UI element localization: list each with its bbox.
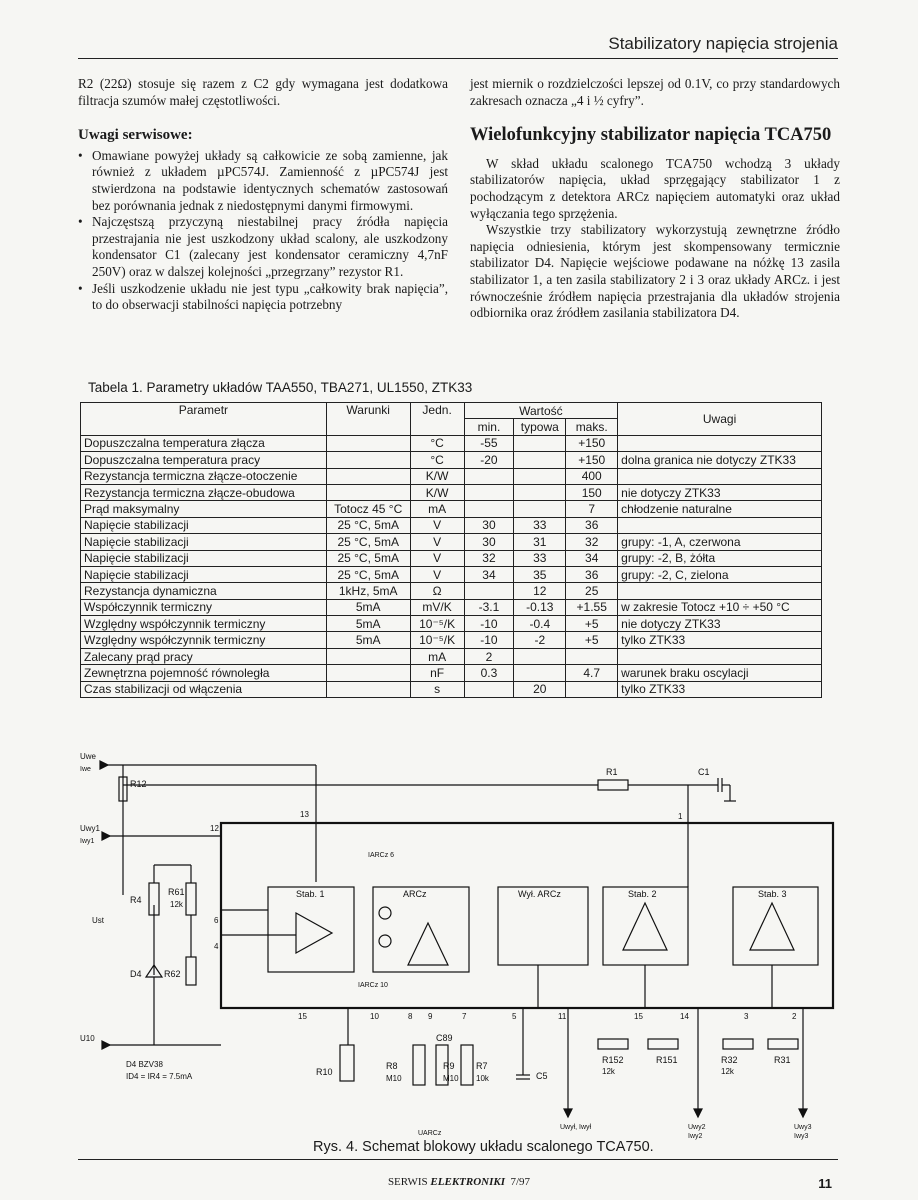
table-cell: V	[410, 566, 464, 582]
right-column	[470, 76, 840, 322]
table-cell: 25 °C, 5mA	[326, 534, 410, 550]
table-cell	[618, 468, 822, 484]
table-cell	[566, 681, 618, 697]
table-cell: V	[410, 517, 464, 533]
label-r31: R31	[774, 1055, 791, 1065]
table-cell: 36	[566, 566, 618, 582]
table-row	[81, 681, 822, 697]
pin-number: 5	[512, 1012, 517, 1021]
r151-resistor	[648, 1039, 678, 1049]
label-r61: R61	[168, 887, 185, 897]
table-row	[81, 583, 822, 599]
label-c1: C1	[698, 767, 710, 777]
table-row	[81, 517, 822, 533]
label-r7v: 10k	[476, 1074, 489, 1083]
table-row	[81, 632, 822, 648]
label-ust: Ust	[92, 916, 104, 925]
label-arcz: ARCz	[403, 889, 427, 899]
table-cell: °C	[410, 435, 464, 451]
table-cell: 34	[566, 550, 618, 566]
table-cell	[326, 681, 410, 697]
r10-resistor	[340, 1045, 354, 1081]
label-r151: R151	[656, 1055, 678, 1065]
header-parametr: Parametr	[81, 403, 327, 436]
pin-number: 9	[428, 1012, 433, 1021]
table-cell: 32	[566, 534, 618, 550]
table-caption: Tabela 1. Parametry układów TAA550, TBA271, UL1550, ZTK33	[88, 380, 473, 395]
stab1-block	[268, 887, 354, 972]
pin-number: 3	[744, 1012, 749, 1021]
table-cell: Względny współczynnik termiczny	[81, 616, 327, 632]
service-heading: Uwagi serwisowe:	[78, 127, 193, 144]
label-iwy2: Iwy2	[688, 1133, 703, 1140]
r8-resistor	[413, 1045, 425, 1085]
paragraph: W skład układu scalonego TCA750 wchodzą 3 układy stabilizatorów napięcia, układ sprzęgający stabilizator 1 z pochodzącym z detektora ARCz napięciem automatyki oraz układ wyłączania tego sprzężenia.	[470, 155, 840, 221]
table-cell	[464, 484, 514, 500]
uwe-arrow	[100, 761, 108, 769]
table-cell	[464, 681, 514, 697]
block-diagram	[78, 745, 838, 1140]
header-wartosc: Wartość	[464, 403, 618, 419]
r62-resistor	[186, 957, 196, 985]
table-cell: -20	[464, 452, 514, 468]
table-cell: Dopuszczalna temperatura złącza	[81, 435, 327, 451]
table-cell: 30	[464, 517, 514, 533]
table-cell: Rezystancja dynamiczna	[81, 583, 327, 599]
table-cell: Prąd maksymalny	[81, 501, 327, 517]
table-cell: -10	[464, 632, 514, 648]
table-cell: 10⁻⁵/K	[410, 632, 464, 648]
table-row	[81, 599, 822, 615]
table-cell	[464, 468, 514, 484]
label-u10: U10	[80, 1034, 95, 1043]
table-cell: +150	[566, 435, 618, 451]
table-cell	[514, 468, 566, 484]
table-row	[81, 648, 822, 664]
table-cell: 32	[464, 550, 514, 566]
table-cell: -55	[464, 435, 514, 451]
header-rule	[78, 58, 838, 59]
table-cell: -0.13	[514, 599, 566, 615]
table-cell: Względny współczynnik termiczny	[81, 632, 327, 648]
label-r61v: 12k	[170, 900, 183, 909]
footer-issue: 7/97	[510, 1176, 531, 1188]
table-cell: tylko ZTK33	[618, 681, 822, 697]
label-r62: R62	[164, 969, 181, 979]
footer-rule	[78, 1159, 838, 1160]
table-cell	[326, 435, 410, 451]
table-cell: Rezystancja termiczna złącze-obudowa	[81, 484, 327, 500]
pin-number: 15	[634, 1012, 643, 1021]
table-cell: tylko ZTK33	[618, 632, 822, 648]
table-cell: 5mA	[326, 616, 410, 632]
table-cell: grupy: -2, C, zielona	[618, 566, 822, 582]
table-cell	[514, 501, 566, 517]
table-cell	[566, 648, 618, 664]
table-cell: +5	[566, 616, 618, 632]
table-row	[81, 616, 822, 632]
table-cell: Napięcie stabilizacji	[81, 550, 327, 566]
table-row	[81, 484, 822, 500]
label-r8: R8	[386, 1061, 398, 1071]
table-cell: V	[410, 534, 464, 550]
table-cell: Zewnętrzna pojemność równoległa	[81, 665, 327, 681]
table-cell: +1.55	[566, 599, 618, 615]
header-typowa: typowa	[514, 419, 566, 435]
table-row	[81, 435, 822, 451]
table-cell: 33	[514, 550, 566, 566]
table-cell: nie dotyczy ZTK33	[618, 616, 822, 632]
pin-number: 2	[792, 1012, 797, 1021]
header-min: min.	[464, 419, 514, 435]
pin-number: 4	[214, 942, 219, 951]
table-row	[81, 501, 822, 517]
table-cell	[464, 501, 514, 517]
header-maks: maks.	[566, 419, 618, 435]
table-cell	[326, 452, 410, 468]
table-cell: s	[410, 681, 464, 697]
table-cell: 35	[514, 566, 566, 582]
parameters-table	[80, 402, 822, 698]
paragraph: Wszystkie trzy stabilizatory wykorzystują zewnętrzne źródło napięcia odniesienia, którym jest skompensowany termicznie stabilizator D4. Napięcie wejściowe podawane na nóżkę 13 zasila stabilizator 1, a ten zasila stabilizatory 2 i 3 oraz układy ARCz. i jest równocześnie źródłem napięcia przestrajania dla układów strojenia odbiornika oraz źródłem zasilania stabilizatora D4.	[470, 222, 840, 321]
label-r10: R10	[316, 1067, 333, 1077]
pin-number: 15	[298, 1012, 307, 1021]
table-cell: 25 °C, 5mA	[326, 566, 410, 582]
list-item: • Najczęstszą przyczyną niestabilnej pracy źródła napięcia przestrajania nie jest uszkodzony układ scalony, ale uszkodzony kondensator C1 (zalecany jest kondensator ceramiczny 4,7nF 250V) oraz w dalszej kolejności „przegrzany” rezystor R1.	[78, 214, 448, 280]
section-heading: Wielofunkcyjny stabilizator napięcia TCA750	[470, 125, 832, 146]
table-cell: 34	[464, 566, 514, 582]
table-cell	[514, 452, 566, 468]
table-cell	[326, 665, 410, 681]
table-cell: K/W	[410, 468, 464, 484]
table-cell	[514, 665, 566, 681]
table-cell: V	[410, 550, 464, 566]
table-cell: Dopuszczalna temperatura pracy	[81, 452, 327, 468]
table-cell	[618, 517, 822, 533]
r61-resistor	[186, 883, 196, 915]
pin-number: 11	[558, 1012, 567, 1021]
pin-number: 10	[370, 1012, 379, 1021]
table-cell: +150	[566, 452, 618, 468]
label-uarcz: UARCz	[418, 1130, 442, 1137]
label-r152: R152	[602, 1055, 624, 1065]
label-r1: R1	[606, 767, 618, 777]
table-cell: -3.1	[464, 599, 514, 615]
label-uwyl: Uwył, Iwył	[560, 1124, 592, 1131]
table-cell: 25	[566, 583, 618, 599]
table-cell: warunek braku oscylacji	[618, 665, 822, 681]
page-number: 11	[818, 1176, 832, 1191]
table-cell: Napięcie stabilizacji	[81, 517, 327, 533]
table-cell: mV/K	[410, 599, 464, 615]
continuation-paragraph: jest miernik o rozdzielczości lepszej od 0.1V, co przy standardowych zakresach oznacza „4 i ½ cyfry”.	[470, 76, 840, 108]
pin-number: 1	[678, 812, 683, 821]
pin-number: 13	[300, 810, 309, 819]
table-cell: mA	[410, 648, 464, 664]
stab1-opamp	[296, 913, 332, 953]
table-cell: mA	[410, 501, 464, 517]
label-d4: D4	[130, 969, 142, 979]
r1-resistor	[598, 780, 628, 790]
table-cell: 12	[514, 583, 566, 599]
table-cell: nF	[410, 665, 464, 681]
label-r12: R12	[130, 779, 147, 789]
table-cell: Współczynnik termiczny	[81, 599, 327, 615]
label-uwy2: Uwy2	[688, 1124, 706, 1131]
table-cell: grupy: -2, B, żółta	[618, 550, 822, 566]
table-cell	[326, 484, 410, 500]
table-cell: 36	[566, 517, 618, 533]
table-cell: 4.7	[566, 665, 618, 681]
table-cell: 20	[514, 681, 566, 697]
label-r8v: M10	[386, 1074, 402, 1083]
label-r9: R9	[443, 1061, 455, 1071]
table-cell: -10	[464, 616, 514, 632]
table-cell	[326, 648, 410, 664]
table-cell: grupy: -1, A, czerwona	[618, 534, 822, 550]
table-cell: Totocz 45 °C	[326, 501, 410, 517]
label-c5: C5	[536, 1071, 548, 1081]
r152-resistor	[598, 1039, 628, 1049]
label-d4note: D4 BZV38	[126, 1060, 163, 1069]
table-cell: 150	[566, 484, 618, 500]
table-cell: K/W	[410, 484, 464, 500]
label-r4: R4	[130, 895, 142, 905]
table-cell: w zakresie Totocz +10 ÷ +50 °C	[618, 599, 822, 615]
table-cell: 10⁻⁵/K	[410, 616, 464, 632]
table-cell	[514, 484, 566, 500]
table-row	[81, 452, 822, 468]
table-cell: °C	[410, 452, 464, 468]
label-r9v: M10	[443, 1074, 459, 1083]
table-cell: chłodzenie naturalne	[618, 501, 822, 517]
service-list	[78, 148, 448, 314]
r32-resistor	[723, 1039, 753, 1049]
table-cell: 5mA	[326, 599, 410, 615]
table-cell	[326, 468, 410, 484]
table-cell: Ω	[410, 583, 464, 599]
label-r152v: 12k	[602, 1067, 615, 1076]
table-cell: 0.3	[464, 665, 514, 681]
label-iwy1: Iwy1	[80, 838, 95, 845]
table-cell: Napięcie stabilizacji	[81, 534, 327, 550]
pin-number: 8	[408, 1012, 413, 1021]
header-jedn: Jedn.	[410, 403, 464, 436]
header-uwagi: Uwagi	[618, 403, 822, 436]
table-cell: -2	[514, 632, 566, 648]
table-row	[81, 566, 822, 582]
label-iwe: Iwe	[80, 766, 91, 773]
table-cell: 30	[464, 534, 514, 550]
table-row	[81, 468, 822, 484]
running-header: Stabilizatory napięcia strojenia	[608, 34, 838, 53]
label-c89: C89	[436, 1033, 453, 1043]
table-cell	[618, 435, 822, 451]
table-cell: 7	[566, 501, 618, 517]
table-body	[81, 435, 822, 697]
label-uwe: Uwe	[80, 752, 97, 761]
label-r7: R7	[476, 1061, 488, 1071]
pin-number: 12	[210, 824, 219, 833]
table-cell: 400	[566, 468, 618, 484]
intro-paragraph: R2 (22Ω) stosuje się razem z C2 gdy wymagana jest dodatkowa filtracja szumów małej częstotliwości.	[78, 76, 448, 108]
table-cell	[618, 648, 822, 664]
arcz-block	[373, 887, 469, 972]
label-r32: R32	[721, 1055, 738, 1065]
table-cell	[464, 583, 514, 599]
label-uwy1: Uwy1	[80, 824, 101, 833]
footer	[0, 1176, 918, 1188]
table-cell	[514, 648, 566, 664]
header-warunki: Warunki	[326, 403, 410, 436]
table-cell: -0.4	[514, 616, 566, 632]
pin-number: 6	[214, 916, 219, 925]
footer-text: SERWIS	[387, 1176, 428, 1188]
table-cell: 31	[514, 534, 566, 550]
table-cell: Zalecany prąd pracy	[81, 648, 327, 664]
table-row	[81, 550, 822, 566]
table-cell: nie dotyczy ZTK33	[618, 484, 822, 500]
table-cell: 5mA	[326, 632, 410, 648]
pin-number: 7	[462, 1012, 467, 1021]
table-row	[81, 534, 822, 550]
label-wylarcz: Wył. ARCz	[518, 889, 561, 899]
table-cell: 25 °C, 5mA	[326, 517, 410, 533]
left-column	[78, 76, 448, 314]
ic-outline	[221, 823, 833, 1008]
table-cell: 1kHz, 5mA	[326, 583, 410, 599]
table-cell: 25 °C, 5mA	[326, 550, 410, 566]
r7-resistor	[461, 1045, 473, 1085]
footer-brand: ELEKTRONIKI	[430, 1176, 505, 1188]
label-stab1: Stab. 1	[296, 889, 325, 899]
r31-resistor	[768, 1039, 798, 1049]
pin-number: 14	[680, 1012, 689, 1021]
table-cell	[514, 435, 566, 451]
figure-caption: Rys. 4. Schemat blokowy układu scalonego TCA750.	[313, 1139, 654, 1155]
label-stab2: Stab. 2	[628, 889, 657, 899]
label-iwy3: Iwy3	[794, 1133, 809, 1140]
label-r32v: 12k	[721, 1067, 734, 1076]
table-cell: 33	[514, 517, 566, 533]
label-d4note2: ID4 = IR4 = 7.5mA	[126, 1072, 193, 1081]
label-stab3: Stab. 3	[758, 889, 787, 899]
table-cell	[618, 583, 822, 599]
list-item: • Omawiane powyżej układy są całkowicie ze sobą zamienne, jak również z układem µPC574J. Zamienność z µPC574J jest stwierdzona na podstawie identycznych schematów zastosowań bez porównania jednak z niedostępnymi danymi firmowymi.	[78, 148, 448, 214]
table-cell: Czas stabilizacji od włączenia	[81, 681, 327, 697]
label-iarcz6: IARCz 6	[368, 852, 395, 859]
table-cell: +5	[566, 632, 618, 648]
table-cell: dolna granica nie dotyczy ZTK33	[618, 452, 822, 468]
table-row	[81, 665, 822, 681]
table-cell: 2	[464, 648, 514, 664]
label-uwy3: Uwy3	[794, 1124, 812, 1131]
table-cell: Napięcie stabilizacji	[81, 566, 327, 582]
list-item: • Jeśli uszkodzenie układu nie jest typu „całkowity brak napięcia”, to do obserwacji stabilności napięcia potrzebny	[78, 281, 448, 314]
table-cell: Rezystancja termiczna złącze-otoczenie	[81, 468, 327, 484]
label-iarcz10: IARCz 10	[358, 982, 388, 989]
